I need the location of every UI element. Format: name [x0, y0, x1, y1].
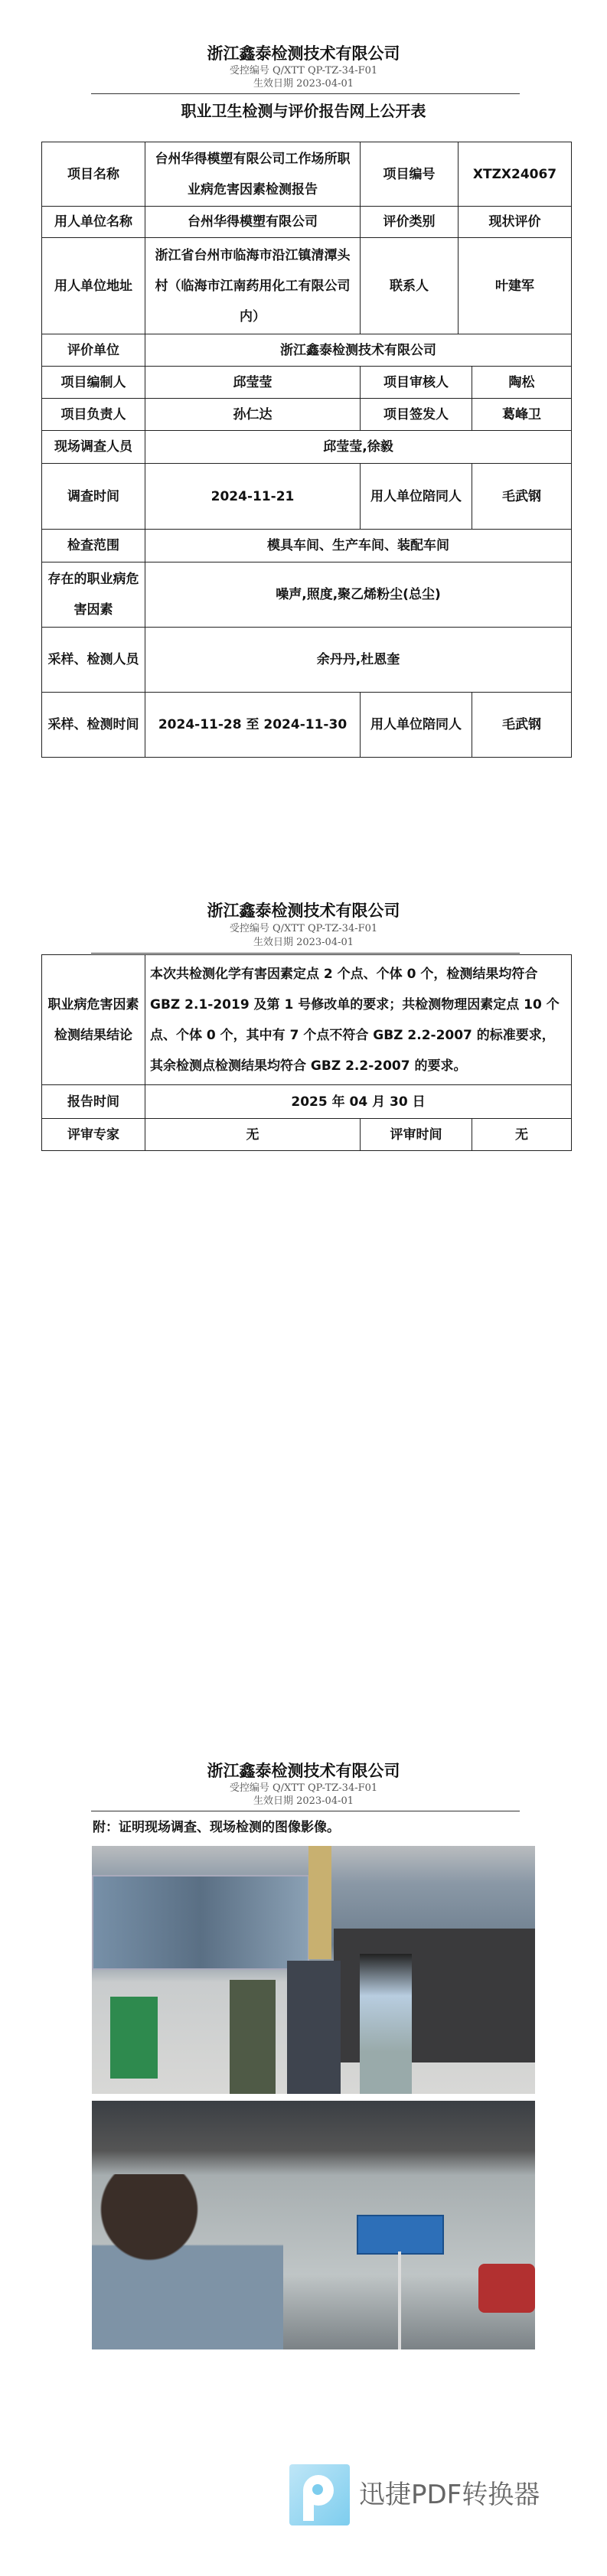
company-sign	[308, 1846, 331, 1959]
site-testing-photo	[92, 2101, 535, 2349]
label: 用人单位陪同人	[361, 464, 472, 530]
table-row	[42, 1119, 572, 1151]
table-row	[42, 562, 572, 628]
person	[287, 1961, 341, 2094]
issuer: 葛峰卫	[472, 399, 572, 431]
survey-time: 2024-11-21	[145, 464, 361, 530]
label: 用人单位陪同人	[361, 693, 472, 758]
page-title: 职业卫生检测与评价报告网上公开表	[181, 102, 426, 120]
control-number: 受控编号 Q/XTT QP-TZ-34-F01	[229, 1782, 378, 1794]
person	[230, 1980, 276, 2094]
window	[92, 1875, 309, 1970]
sampling-instrument	[357, 2215, 444, 2255]
table-row	[42, 464, 572, 530]
table-row	[42, 367, 572, 399]
header-divider	[91, 953, 520, 954]
hazards: 噪声,照度,聚乙烯粉尘(总尘)	[145, 562, 572, 628]
experts: 无	[145, 1119, 361, 1151]
report-time: 2025 年 04 月 30 日	[145, 1085, 572, 1119]
tripod	[398, 2252, 401, 2349]
label: 检查范围	[42, 530, 145, 562]
label: 存在的职业病危害因素	[42, 562, 145, 628]
table-row	[42, 955, 572, 1085]
company-header: 浙江鑫泰检测技术有限公司	[207, 1762, 400, 1780]
site-survey-photo	[92, 1846, 535, 2094]
watermark-text: 迅捷PDF转换器	[359, 2480, 540, 2510]
table-row	[42, 628, 572, 693]
employer: 台州华得模塑有限公司	[145, 207, 361, 238]
label: 采样、检测时间	[42, 693, 145, 758]
label: 评审时间	[361, 1119, 472, 1151]
effective-date: 生效日期 2023-04-01	[253, 937, 354, 948]
project-name: 台州华得模塑有限公司工作场所职业病危害因素检测报告	[145, 142, 361, 207]
table-row	[42, 1085, 572, 1119]
table-row	[42, 334, 572, 367]
person	[360, 1954, 412, 2094]
label: 用人单位名称	[42, 207, 145, 238]
label: 用人单位地址	[42, 238, 145, 334]
label: 报告时间	[42, 1085, 145, 1119]
table-row	[42, 693, 572, 758]
pdf-converter-logo-icon	[289, 2464, 350, 2525]
label: 项目签发人	[361, 399, 472, 431]
label: 职业病危害因素检测结果结论	[42, 955, 145, 1085]
eval-type: 现状评价	[459, 207, 572, 238]
conclusion-table	[41, 954, 572, 1151]
reviewer: 陶松	[472, 367, 572, 399]
label: 项目名称	[42, 142, 145, 207]
label: 评价类别	[361, 207, 459, 238]
conclusion: 本次共检测化学有害因素定点 2 个点、个体 0 个，检测结果均符合 GBZ 2.1-2019 及第 1 号修改单的要求；共检测物理因素定点 10 个点、个体 0 个，其中有 7 个点不符合 GBZ 2.2-2007 的标准要求，其余检测点检测结果均符合 GBZ 2.2-2007 的要求。	[145, 955, 572, 1085]
disclosure-table	[41, 142, 572, 758]
control-number: 受控编号 Q/XTT QP-TZ-34-F01	[229, 923, 378, 934]
label: 项目编制人	[42, 367, 145, 399]
table-row	[42, 238, 572, 334]
attachment-title: 附：证明现场调查、现场检测的图像影像。	[93, 1820, 340, 1835]
label: 项目负责人	[42, 399, 145, 431]
scope: 模具车间、生产车间、装配车间	[145, 530, 572, 562]
eval-unit: 浙江鑫泰检测技术有限公司	[145, 334, 572, 367]
escort: 毛武钢	[472, 464, 572, 530]
table-row	[42, 207, 572, 238]
label: 采样、检测人员	[42, 628, 145, 693]
machine-part	[478, 2264, 535, 2313]
table-row	[42, 530, 572, 562]
leader: 孙仁达	[145, 399, 361, 431]
compiler: 邱莹莹	[145, 367, 361, 399]
label: 评审专家	[42, 1119, 145, 1151]
project-number: XTZX24067	[459, 142, 572, 207]
surveyors: 邱莹莹,徐毅	[145, 431, 572, 464]
escort: 毛武钢	[472, 693, 572, 758]
label: 联系人	[361, 238, 459, 334]
label: 调查时间	[42, 464, 145, 530]
samplers: 余丹丹,杜恩奎	[145, 628, 572, 693]
control-number: 受控编号 Q/XTT QP-TZ-34-F01	[229, 65, 378, 77]
contact: 叶建军	[459, 238, 572, 334]
trash-bin	[110, 1997, 158, 2079]
effective-date: 生效日期 2023-04-01	[253, 78, 354, 90]
label: 评价单位	[42, 334, 145, 367]
technician	[92, 2174, 283, 2349]
sample-time: 2024-11-28 至 2024-11-30	[145, 693, 361, 758]
review-time: 无	[472, 1119, 572, 1151]
label: 项目编号	[361, 142, 459, 207]
label: 项目审核人	[361, 367, 472, 399]
table-row	[42, 142, 572, 207]
table-row	[42, 431, 572, 464]
table-row	[42, 399, 572, 431]
label: 现场调查人员	[42, 431, 145, 464]
effective-date: 生效日期 2023-04-01	[253, 1795, 354, 1807]
company-header: 浙江鑫泰检测技术有限公司	[207, 44, 400, 63]
header-divider	[91, 93, 520, 94]
company-header: 浙江鑫泰检测技术有限公司	[207, 902, 400, 920]
address: 浙江省台州市临海市沿江镇清潭头村（临海市江南药用化工有限公司内）	[145, 238, 361, 334]
